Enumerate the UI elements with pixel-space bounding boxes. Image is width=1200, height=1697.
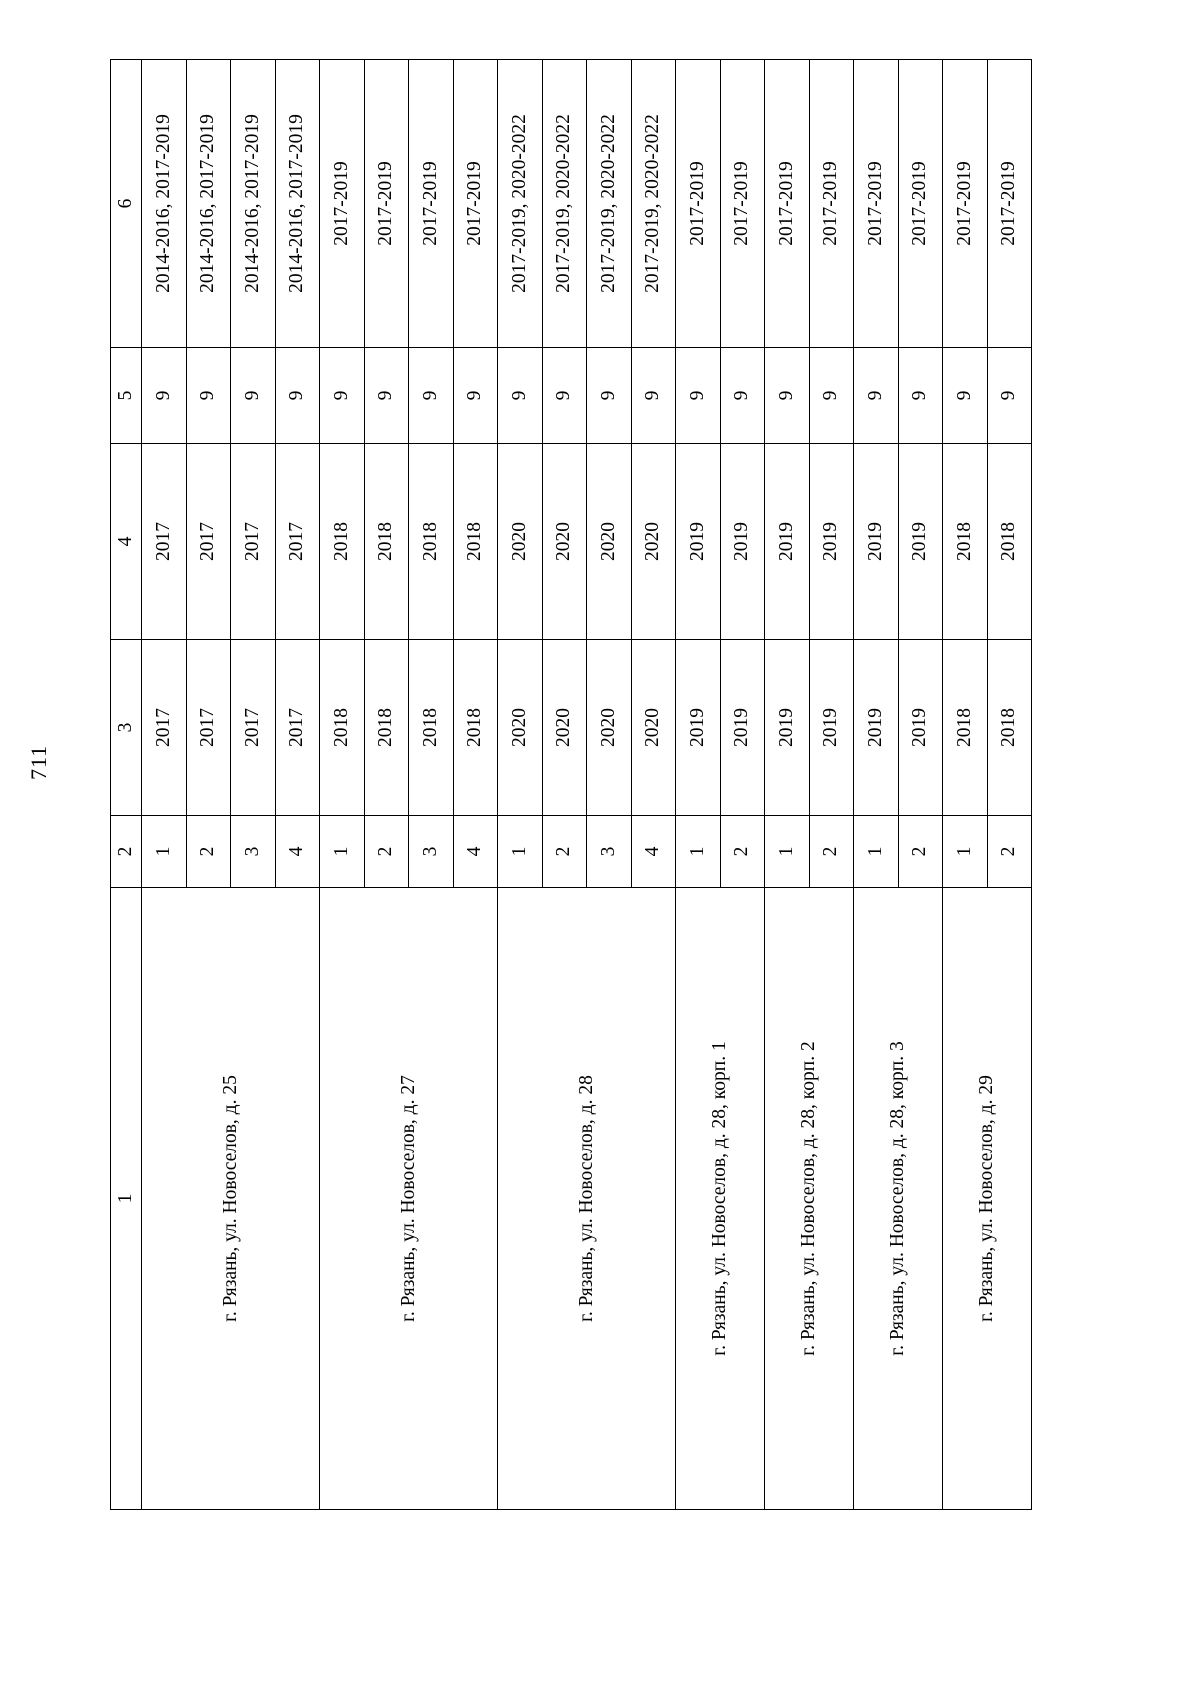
- column-header: 6: [111, 60, 142, 348]
- year-cell: 2019: [720, 640, 765, 816]
- address-cell: г. Рязань, ул. Новоселов, д. 28, корп. 1: [676, 888, 765, 1510]
- year-cell: 2017: [275, 444, 320, 640]
- value-cell: 9: [364, 348, 409, 444]
- period-cell: 2017-2019: [320, 60, 365, 348]
- period-cell: 2017-2019, 2020-2022: [498, 60, 543, 348]
- data-table: [110, 59, 1032, 1510]
- table-row: [320, 60, 365, 1510]
- entry-number-cell: 3: [231, 816, 276, 888]
- address-cell: г. Рязань, ул. Новоселов, д. 27: [320, 888, 498, 1510]
- address-cell: г. Рязань, ул. Новоселов, д. 25: [142, 888, 320, 1510]
- year-cell: 2020: [587, 640, 632, 816]
- value-cell: 9: [320, 348, 365, 444]
- year-cell: 2019: [809, 444, 854, 640]
- entry-number-cell: 2: [186, 816, 231, 888]
- period-cell: 2014-2016, 2017-2019: [275, 60, 320, 348]
- value-cell: 9: [943, 348, 988, 444]
- year-cell: 2019: [720, 444, 765, 640]
- column-header: 1: [111, 888, 142, 1510]
- year-cell: 2018: [453, 444, 498, 640]
- entry-number-cell: 1: [765, 816, 810, 888]
- period-cell: 2017-2019, 2020-2022: [587, 60, 632, 348]
- period-cell: 2017-2019: [364, 60, 409, 348]
- year-cell: 2018: [320, 444, 365, 640]
- value-cell: 9: [275, 348, 320, 444]
- table-row: [142, 60, 187, 1510]
- year-cell: 2020: [631, 444, 676, 640]
- period-cell: 2017-2019: [720, 60, 765, 348]
- entry-number-cell: 4: [275, 816, 320, 888]
- column-header: 5: [111, 348, 142, 444]
- entry-number-cell: 2: [720, 816, 765, 888]
- year-cell: 2019: [676, 444, 721, 640]
- year-cell: 2019: [765, 640, 810, 816]
- year-cell: 2019: [854, 640, 899, 816]
- table-row: [854, 60, 899, 1510]
- year-cell: 2019: [854, 444, 899, 640]
- entry-number-cell: 1: [498, 816, 543, 888]
- year-cell: 2019: [676, 640, 721, 816]
- address-cell: г. Рязань, ул. Новоселов, д. 28: [498, 888, 676, 1510]
- entry-number-cell: 2: [364, 816, 409, 888]
- year-cell: 2017: [275, 640, 320, 816]
- value-cell: 9: [720, 348, 765, 444]
- table-container: [110, 60, 1032, 1510]
- period-cell: 2017-2019: [943, 60, 988, 348]
- year-cell: 2018: [364, 640, 409, 816]
- period-cell: 2017-2019: [809, 60, 854, 348]
- entry-number-cell: 2: [809, 816, 854, 888]
- period-cell: 2017-2019: [676, 60, 721, 348]
- value-cell: 9: [542, 348, 587, 444]
- entry-number-cell: 1: [676, 816, 721, 888]
- page-number: 711: [26, 744, 51, 780]
- column-header: 3: [111, 640, 142, 816]
- year-cell: 2018: [409, 444, 454, 640]
- value-cell: 9: [142, 348, 187, 444]
- column-header: 4: [111, 444, 142, 640]
- address-cell: г. Рязань, ул. Новоселов, д. 29: [943, 888, 1032, 1510]
- entry-number-cell: 3: [409, 816, 454, 888]
- value-cell: 9: [854, 348, 899, 444]
- year-cell: 2018: [987, 444, 1032, 640]
- period-cell: 2017-2019: [453, 60, 498, 348]
- year-cell: 2020: [498, 444, 543, 640]
- entry-number-cell: 1: [142, 816, 187, 888]
- year-cell: 2018: [987, 640, 1032, 816]
- year-cell: 2017: [231, 640, 276, 816]
- value-cell: 9: [186, 348, 231, 444]
- entry-number-cell: 4: [631, 816, 676, 888]
- table-row: [498, 60, 543, 1510]
- table-body: [142, 60, 1032, 1510]
- column-header: 2: [111, 816, 142, 888]
- table-row: [676, 60, 721, 1510]
- year-cell: 2019: [898, 444, 943, 640]
- period-cell: 2014-2016, 2017-2019: [186, 60, 231, 348]
- value-cell: 9: [409, 348, 454, 444]
- table-header-row: [111, 60, 142, 1510]
- entry-number-cell: 2: [898, 816, 943, 888]
- year-cell: 2020: [587, 444, 632, 640]
- value-cell: 9: [898, 348, 943, 444]
- period-cell: 2017-2019, 2020-2022: [631, 60, 676, 348]
- year-cell: 2019: [809, 640, 854, 816]
- year-cell: 2020: [542, 640, 587, 816]
- entry-number-cell: 4: [453, 816, 498, 888]
- year-cell: 2019: [765, 444, 810, 640]
- year-cell: 2017: [186, 640, 231, 816]
- period-cell: 2017-2019: [765, 60, 810, 348]
- value-cell: 9: [631, 348, 676, 444]
- period-cell: 2017-2019: [898, 60, 943, 348]
- year-cell: 2017: [186, 444, 231, 640]
- value-cell: 9: [987, 348, 1032, 444]
- value-cell: 9: [231, 348, 276, 444]
- period-cell: 2014-2016, 2017-2019: [142, 60, 187, 348]
- year-cell: 2018: [364, 444, 409, 640]
- value-cell: 9: [587, 348, 632, 444]
- period-cell: 2017-2019: [987, 60, 1032, 348]
- year-cell: 2018: [943, 444, 988, 640]
- value-cell: 9: [453, 348, 498, 444]
- value-cell: 9: [809, 348, 854, 444]
- period-cell: 2017-2019, 2020-2022: [542, 60, 587, 348]
- year-cell: 2019: [898, 640, 943, 816]
- table-row: [765, 60, 810, 1510]
- period-cell: 2014-2016, 2017-2019: [231, 60, 276, 348]
- value-cell: 9: [498, 348, 543, 444]
- address-cell: г. Рязань, ул. Новоселов, д. 28, корп. 2: [765, 888, 854, 1510]
- period-cell: 2017-2019: [409, 60, 454, 348]
- entry-number-cell: 2: [987, 816, 1032, 888]
- year-cell: 2018: [943, 640, 988, 816]
- year-cell: 2020: [631, 640, 676, 816]
- year-cell: 2020: [498, 640, 543, 816]
- year-cell: 2018: [453, 640, 498, 816]
- entry-number-cell: 3: [587, 816, 632, 888]
- year-cell: 2018: [409, 640, 454, 816]
- year-cell: 2018: [320, 640, 365, 816]
- entry-number-cell: 1: [943, 816, 988, 888]
- entry-number-cell: 2: [542, 816, 587, 888]
- entry-number-cell: 1: [320, 816, 365, 888]
- year-cell: 2020: [542, 444, 587, 640]
- year-cell: 2017: [142, 640, 187, 816]
- period-cell: 2017-2019: [854, 60, 899, 348]
- value-cell: 9: [676, 348, 721, 444]
- table-row: [943, 60, 988, 1510]
- year-cell: 2017: [231, 444, 276, 640]
- value-cell: 9: [765, 348, 810, 444]
- entry-number-cell: 1: [854, 816, 899, 888]
- address-cell: г. Рязань, ул. Новоселов, д. 28, корп. 3: [854, 888, 943, 1510]
- year-cell: 2017: [142, 444, 187, 640]
